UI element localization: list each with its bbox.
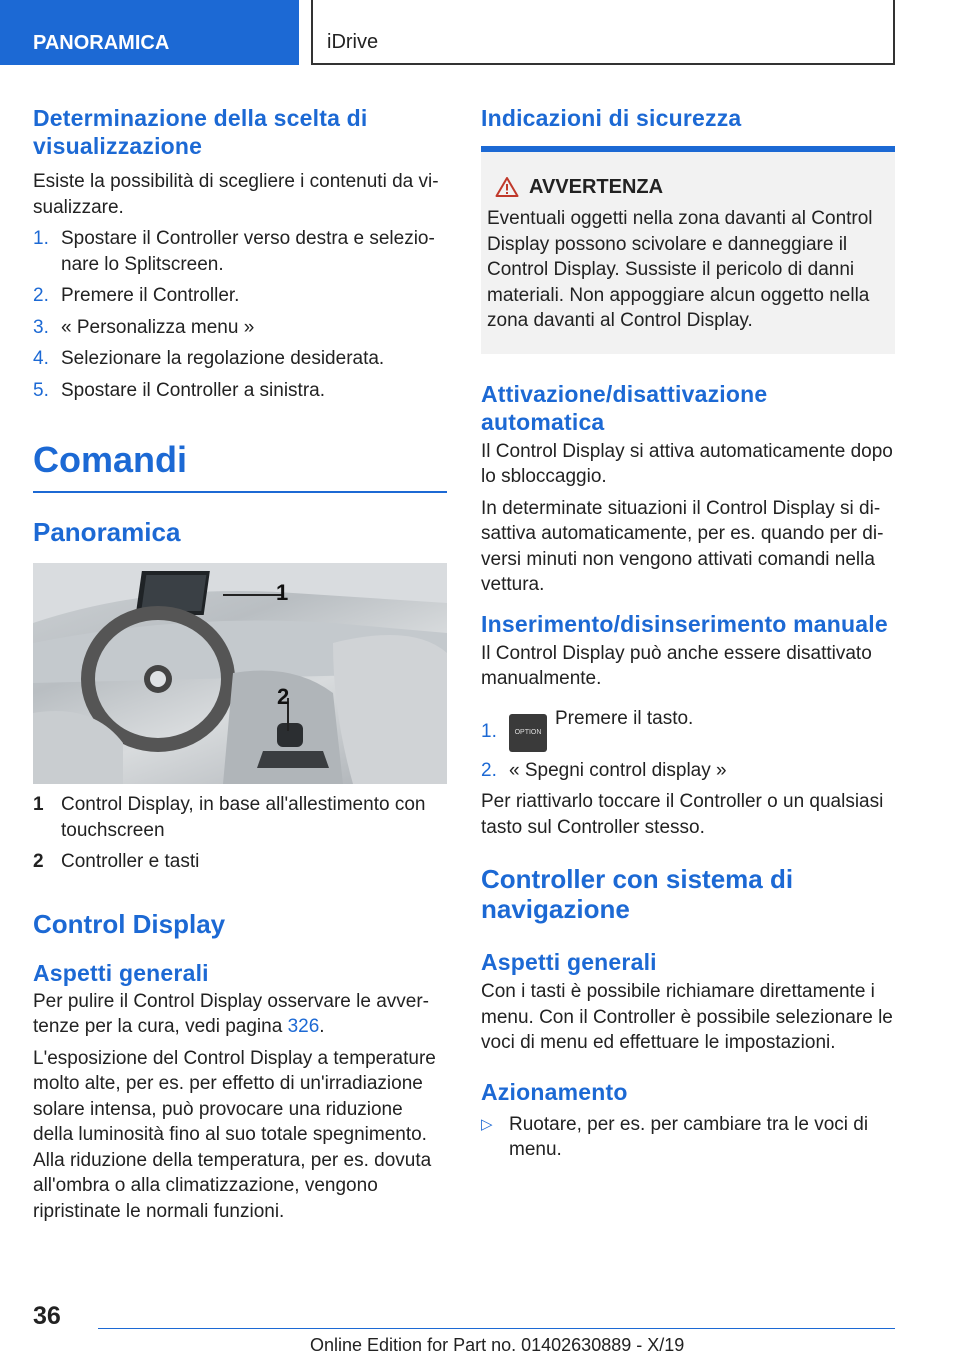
list-item: 1. OPTIONPremere il tasto.: [481, 706, 895, 752]
warning-box: [481, 146, 895, 354]
para-tasti: Con i tasti è possibile richiamare direttamente i menu. Con il Controller è possibile selezionare le voci di menu ed effettuare le impostazioni.: [481, 981, 893, 1053]
heading-panoramica: Panoramica: [33, 517, 181, 547]
warning-text: Eventuali oggetti nella zona davanti al Control Display possono scivolare e danneggiare il Control Display. Sussiste il pericolo di danni materiali. Non appoggiare alcun oggetto nella zona davanti al Control Display.: [487, 208, 873, 331]
page-link[interactable]: 326: [287, 1016, 320, 1037]
para-scelta: Esiste la possibilità di scegliere i contenuti da visualizzare.: [33, 171, 439, 218]
callout-2: 2: [277, 684, 290, 709]
right-column: [481, 104, 895, 1163]
footer-divider: [98, 1328, 895, 1329]
para-riattivarlo: Per riattivarlo toccare il Controller o un qualsiasi tasto sul Controller stesso.: [481, 791, 884, 838]
divider: [33, 491, 447, 493]
callout-1: 1: [276, 580, 289, 605]
heading-control-display: Control Display: [33, 908, 226, 939]
dashboard-photo: [33, 563, 447, 784]
chapter-tab: iDrive: [311, 0, 895, 65]
list-item: 2. « Spegni control display »: [481, 759, 727, 781]
para-situazioni: In determinate situazioni il Control Display si disattiva automaticamente, per es. quando per diversi minuti non vengono attivati comandi nella vettura.: [481, 497, 884, 595]
list-item: 1. Spostare il Controller verso destra e selezionare lo Splitscreen.: [33, 228, 435, 275]
photo-legend: [33, 792, 447, 875]
option-button-icon: OPTION: [509, 714, 547, 752]
warning-header: [487, 174, 881, 200]
list-item: ▷ Ruotare, per es. per cambiare tra le voci di menu.: [481, 1113, 869, 1160]
steps-scelta: [33, 226, 447, 403]
dashboard-illustration: [33, 563, 447, 784]
heading-comandi: Comandi: [33, 439, 188, 480]
warning-triangle-icon: [495, 176, 519, 198]
list-item: 3. « Personalizza menu »: [33, 316, 255, 338]
heading-aspetti-generali: Aspetti generali: [33, 959, 209, 986]
list-item: 4. Selezionare la regolazione desiderata.: [33, 348, 385, 369]
heading-inserimento: Inserimento/disinserimento manuale: [481, 610, 888, 637]
heading-attivazione: Attivazione/disattivazione automatica: [481, 380, 768, 435]
left-column: [33, 104, 447, 1224]
heading-scelta: Determinazione della scelta di visualizzazione: [33, 105, 368, 159]
page-number: 36: [33, 1302, 61, 1330]
list-item: 1 Control Display, in base all'allestimento con touchscreen: [33, 794, 426, 841]
para-manuale: Il Control Display può anche essere disattivato manualmente.: [481, 642, 872, 689]
triangle-bullet-icon: ▷: [481, 1115, 493, 1133]
list-item: 2. Premere il Controller.: [33, 285, 240, 306]
section-tab: PANORAMICA: [0, 0, 299, 65]
heading-aspetti-generali-nav: Aspetti generali: [481, 949, 657, 975]
heading-sicurezza: Indicazioni di sicurezza: [481, 105, 742, 131]
para-esposizione: L'esposizione del Control Display a temperature molto alte, per es. per effetto di un'irradiazione solare intensa, può provocare una riduzione della luminosità fino al suo totale spegnimento. Alla riduzione della temperatura, per es. dovuta all'ombra o alla climatizzazione, vengono ripristinate le normali funzioni.: [33, 1047, 436, 1222]
warning-title: AVVERTENZA: [529, 176, 664, 198]
bullets-azionamento: [481, 1112, 895, 1163]
para-pulire: Per pulire il Control Display osservare le avvertenze per la cura, vedi pagina 326.: [33, 990, 429, 1037]
heading-navigazione: Controller con sistema di navigazione: [481, 864, 794, 924]
footer-edition: Online Edition for Part no. 01402630889 - X/19: [310, 1335, 685, 1355]
steps-manuale: [481, 706, 895, 784]
list-item: 2 Controller e tasti: [33, 851, 200, 872]
para-attiva: Il Control Display si attiva automaticamente dopo lo sbloccaggio.: [481, 440, 893, 487]
list-item: 5. Spostare il Controller a sinistra.: [33, 379, 325, 401]
heading-azionamento: Azionamento: [481, 1078, 628, 1105]
